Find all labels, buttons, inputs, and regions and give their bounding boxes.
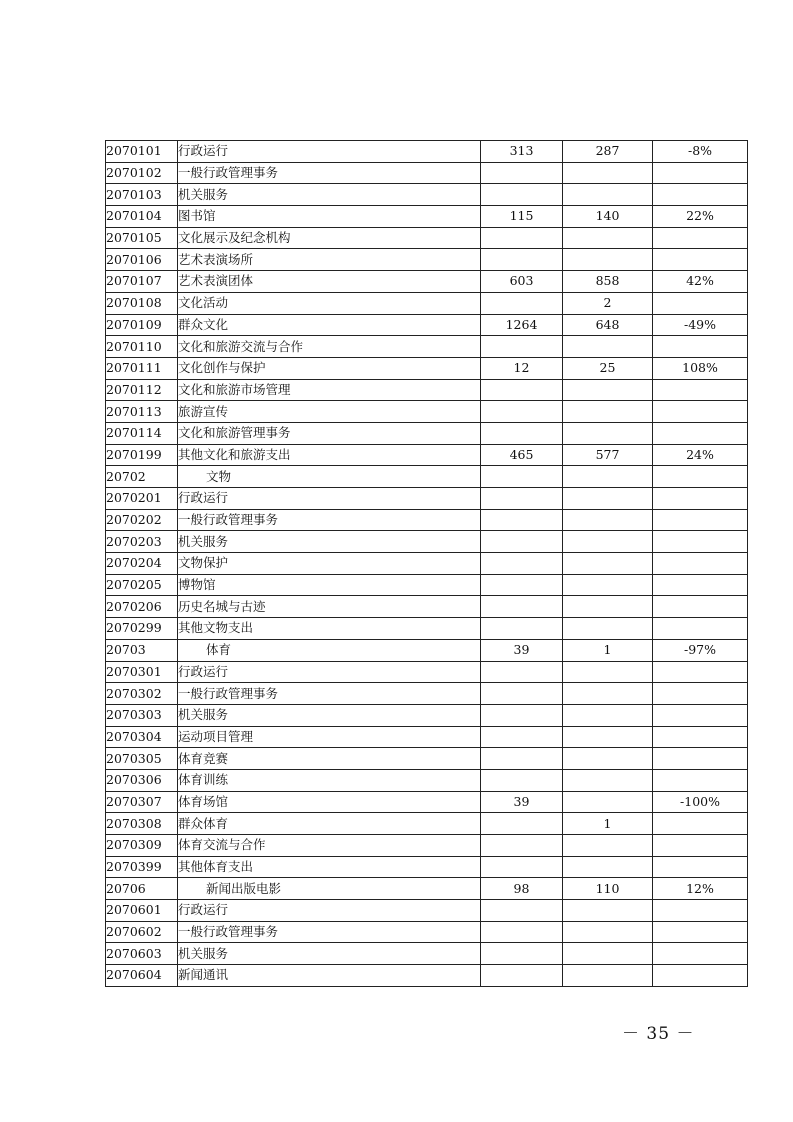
amount-cell-1	[481, 488, 563, 510]
amount-cell-2: 140	[563, 206, 653, 228]
subject-name-cell: 机关服务	[178, 184, 481, 206]
subject-code-cell: 2070305	[106, 748, 178, 770]
amount-cell-2	[563, 748, 653, 770]
amount-cell-2: 25	[563, 357, 653, 379]
change-rate-cell	[653, 249, 748, 271]
subject-name-cell: 行政运行	[178, 900, 481, 922]
table-row	[106, 900, 748, 922]
amount-cell-2	[563, 531, 653, 553]
page-number: － 35 －	[622, 1024, 695, 1044]
subject-code-cell: 2070111	[106, 357, 178, 379]
subject-code-cell: 2070604	[106, 965, 178, 987]
subject-name-cell: 其他文化和旅游支出	[178, 444, 481, 466]
change-rate-cell	[653, 965, 748, 987]
subject-name-cell: 体育场馆	[178, 791, 481, 813]
table-row	[106, 704, 748, 726]
change-rate-cell	[653, 704, 748, 726]
change-rate-cell: 22%	[653, 206, 748, 228]
amount-cell-2	[563, 422, 653, 444]
subject-name-cell: 行政运行	[178, 141, 481, 163]
amount-cell-2	[563, 379, 653, 401]
amount-cell-2	[563, 965, 653, 987]
change-rate-cell: 24%	[653, 444, 748, 466]
subject-name-cell: 体育交流与合作	[178, 835, 481, 857]
subject-code-cell: 2070110	[106, 336, 178, 358]
amount-cell-1: 39	[481, 639, 563, 661]
subject-name-cell: 其他体育支出	[178, 856, 481, 878]
amount-cell-2	[563, 401, 653, 423]
table-row	[106, 314, 748, 336]
amount-cell-2: 1	[563, 813, 653, 835]
subject-code-cell: 2070308	[106, 813, 178, 835]
subject-name-cell: 行政运行	[178, 488, 481, 510]
amount-cell-1	[481, 531, 563, 553]
change-rate-cell: -49%	[653, 314, 748, 336]
subject-code-cell: 2070602	[106, 921, 178, 943]
amount-cell-2	[563, 249, 653, 271]
change-rate-cell	[653, 531, 748, 553]
change-rate-cell	[653, 835, 748, 857]
subject-code-cell: 2070303	[106, 704, 178, 726]
amount-cell-1	[481, 943, 563, 965]
subject-name-cell: 文化和旅游管理事务	[178, 422, 481, 444]
subject-code-cell: 2070206	[106, 596, 178, 618]
subject-name-cell: 一般行政管理事务	[178, 162, 481, 184]
table-row	[106, 466, 748, 488]
subject-name-cell: 文化和旅游市场管理	[178, 379, 481, 401]
change-rate-cell	[653, 943, 748, 965]
change-rate-cell	[653, 553, 748, 575]
change-rate-cell: 42%	[653, 271, 748, 293]
subject-name-cell: 图书馆	[178, 206, 481, 228]
subject-code-cell: 20702	[106, 466, 178, 488]
subject-code-cell: 2070101	[106, 141, 178, 163]
table-row	[106, 357, 748, 379]
change-rate-cell	[653, 574, 748, 596]
change-rate-cell	[653, 227, 748, 249]
table-row	[106, 618, 748, 640]
amount-cell-1	[481, 856, 563, 878]
amount-cell-2	[563, 769, 653, 791]
subject-code-cell: 2070106	[106, 249, 178, 271]
table-row	[106, 574, 748, 596]
subject-name-cell: 新闻出版电影	[178, 878, 481, 900]
amount-cell-1: 313	[481, 141, 563, 163]
table-row	[106, 292, 748, 314]
change-rate-cell	[653, 336, 748, 358]
amount-cell-2	[563, 553, 653, 575]
amount-cell-1	[481, 769, 563, 791]
change-rate-cell	[653, 466, 748, 488]
subject-name-cell: 其他文物支出	[178, 618, 481, 640]
amount-cell-1	[481, 401, 563, 423]
amount-cell-2	[563, 488, 653, 510]
table-row	[106, 336, 748, 358]
amount-cell-1	[481, 227, 563, 249]
amount-cell-2	[563, 683, 653, 705]
change-rate-cell	[653, 618, 748, 640]
table-row	[106, 379, 748, 401]
amount-cell-1	[481, 965, 563, 987]
amount-cell-1	[481, 813, 563, 835]
amount-cell-1	[481, 596, 563, 618]
change-rate-cell	[653, 401, 748, 423]
subject-name-cell: 文化和旅游交流与合作	[178, 336, 481, 358]
change-rate-cell: -100%	[653, 791, 748, 813]
amount-cell-2	[563, 336, 653, 358]
subject-code-cell: 2070114	[106, 422, 178, 444]
table-row	[106, 553, 748, 575]
amount-cell-2: 858	[563, 271, 653, 293]
subject-name-cell: 艺术表演场所	[178, 249, 481, 271]
table-row	[106, 921, 748, 943]
change-rate-cell	[653, 900, 748, 922]
budget-table	[105, 140, 748, 987]
table-row	[106, 878, 748, 900]
amount-cell-1	[481, 184, 563, 206]
subject-name-cell: 一般行政管理事务	[178, 921, 481, 943]
amount-cell-2	[563, 900, 653, 922]
table-row	[106, 813, 748, 835]
subject-name-cell: 一般行政管理事务	[178, 509, 481, 531]
change-rate-cell	[653, 856, 748, 878]
table-row	[106, 422, 748, 444]
amount-cell-2	[563, 466, 653, 488]
subject-code-cell: 2070601	[106, 900, 178, 922]
subject-name-cell: 旅游宣传	[178, 401, 481, 423]
table-row	[106, 141, 748, 163]
subject-code-cell: 2070603	[106, 943, 178, 965]
amount-cell-1: 98	[481, 878, 563, 900]
subject-name-cell: 文物	[178, 466, 481, 488]
amount-cell-2	[563, 943, 653, 965]
amount-cell-2	[563, 856, 653, 878]
subject-name-cell: 文化展示及纪念机构	[178, 227, 481, 249]
subject-code-cell: 2070307	[106, 791, 178, 813]
amount-cell-1: 1264	[481, 314, 563, 336]
amount-cell-1	[481, 422, 563, 444]
table-row	[106, 249, 748, 271]
change-rate-cell: 12%	[653, 878, 748, 900]
subject-code-cell: 2070202	[106, 509, 178, 531]
table-row	[106, 661, 748, 683]
table-row	[106, 726, 748, 748]
subject-code-cell: 2070199	[106, 444, 178, 466]
subject-code-cell: 2070108	[106, 292, 178, 314]
table-row	[106, 856, 748, 878]
subject-name-cell: 历史名城与古迹	[178, 596, 481, 618]
amount-cell-2: 648	[563, 314, 653, 336]
subject-code-cell: 2070304	[106, 726, 178, 748]
subject-code-cell: 2070104	[106, 206, 178, 228]
table-row	[106, 596, 748, 618]
subject-code-cell: 2070205	[106, 574, 178, 596]
subject-code-cell: 2070113	[106, 401, 178, 423]
amount-cell-1	[481, 466, 563, 488]
amount-cell-2	[563, 596, 653, 618]
amount-cell-2	[563, 791, 653, 813]
amount-cell-1	[481, 292, 563, 314]
amount-cell-1	[481, 618, 563, 640]
subject-name-cell: 机关服务	[178, 531, 481, 553]
subject-name-cell: 一般行政管理事务	[178, 683, 481, 705]
amount-cell-2	[563, 227, 653, 249]
change-rate-cell	[653, 596, 748, 618]
table-row	[106, 206, 748, 228]
amount-cell-2	[563, 726, 653, 748]
table-row	[106, 162, 748, 184]
amount-cell-1	[481, 162, 563, 184]
amount-cell-1	[481, 336, 563, 358]
table-row	[106, 769, 748, 791]
change-rate-cell	[653, 509, 748, 531]
subject-code-cell: 2070309	[106, 835, 178, 857]
amount-cell-2: 1	[563, 639, 653, 661]
amount-cell-1	[481, 553, 563, 575]
change-rate-cell: -8%	[653, 141, 748, 163]
amount-cell-1	[481, 704, 563, 726]
amount-cell-2	[563, 704, 653, 726]
amount-cell-2	[563, 184, 653, 206]
subject-code-cell: 2070301	[106, 661, 178, 683]
subject-name-cell: 文化创作与保护	[178, 357, 481, 379]
subject-code-cell: 2070201	[106, 488, 178, 510]
change-rate-cell	[653, 422, 748, 444]
table-row	[106, 639, 748, 661]
amount-cell-1: 39	[481, 791, 563, 813]
subject-code-cell: 2070302	[106, 683, 178, 705]
subject-code-cell: 2070112	[106, 379, 178, 401]
amount-cell-2	[563, 509, 653, 531]
amount-cell-2: 577	[563, 444, 653, 466]
amount-cell-2	[563, 574, 653, 596]
subject-name-cell: 体育训练	[178, 769, 481, 791]
table-row	[106, 683, 748, 705]
subject-name-cell: 机关服务	[178, 704, 481, 726]
change-rate-cell	[653, 769, 748, 791]
change-rate-cell	[653, 921, 748, 943]
amount-cell-2	[563, 835, 653, 857]
subject-code-cell: 2070105	[106, 227, 178, 249]
change-rate-cell	[653, 488, 748, 510]
change-rate-cell	[653, 813, 748, 835]
subject-name-cell: 文化活动	[178, 292, 481, 314]
amount-cell-1	[481, 748, 563, 770]
subject-code-cell: 2070306	[106, 769, 178, 791]
amount-cell-1	[481, 683, 563, 705]
change-rate-cell: -97%	[653, 639, 748, 661]
change-rate-cell	[653, 661, 748, 683]
change-rate-cell	[653, 184, 748, 206]
amount-cell-1	[481, 379, 563, 401]
subject-name-cell: 新闻通讯	[178, 965, 481, 987]
subject-code-cell: 20706	[106, 878, 178, 900]
subject-name-cell: 群众文化	[178, 314, 481, 336]
subject-name-cell: 博物馆	[178, 574, 481, 596]
subject-name-cell: 群众体育	[178, 813, 481, 835]
amount-cell-1: 115	[481, 206, 563, 228]
change-rate-cell	[653, 748, 748, 770]
subject-code-cell: 2070103	[106, 184, 178, 206]
table-row	[106, 509, 748, 531]
amount-cell-1	[481, 726, 563, 748]
change-rate-cell: 108%	[653, 357, 748, 379]
table-row	[106, 184, 748, 206]
amount-cell-1: 465	[481, 444, 563, 466]
subject-name-cell: 文物保护	[178, 553, 481, 575]
table-row	[106, 444, 748, 466]
table-row	[106, 227, 748, 249]
amount-cell-2	[563, 162, 653, 184]
amount-cell-2: 2	[563, 292, 653, 314]
subject-name-cell: 体育	[178, 639, 481, 661]
table-row	[106, 531, 748, 553]
subject-name-cell: 运动项目管理	[178, 726, 481, 748]
subject-code-cell: 2070399	[106, 856, 178, 878]
amount-cell-1	[481, 574, 563, 596]
subject-code-cell: 2070109	[106, 314, 178, 336]
subject-code-cell: 2070102	[106, 162, 178, 184]
amount-cell-2	[563, 661, 653, 683]
amount-cell-1	[481, 509, 563, 531]
table-row	[106, 488, 748, 510]
amount-cell-1: 12	[481, 357, 563, 379]
amount-cell-2	[563, 618, 653, 640]
table-row	[106, 748, 748, 770]
table-row	[106, 965, 748, 987]
amount-cell-1: 603	[481, 271, 563, 293]
subject-name-cell: 体育竞赛	[178, 748, 481, 770]
amount-cell-1	[481, 921, 563, 943]
subject-code-cell: 2070204	[106, 553, 178, 575]
subject-name-cell: 机关服务	[178, 943, 481, 965]
change-rate-cell	[653, 162, 748, 184]
change-rate-cell	[653, 379, 748, 401]
change-rate-cell	[653, 683, 748, 705]
amount-cell-1	[481, 249, 563, 271]
subject-name-cell: 行政运行	[178, 661, 481, 683]
change-rate-cell	[653, 726, 748, 748]
table-row	[106, 791, 748, 813]
subject-code-cell: 2070299	[106, 618, 178, 640]
amount-cell-2: 110	[563, 878, 653, 900]
table-row	[106, 401, 748, 423]
subject-code-cell: 2070203	[106, 531, 178, 553]
amount-cell-1	[481, 835, 563, 857]
table-body	[106, 141, 748, 987]
change-rate-cell	[653, 292, 748, 314]
table-row	[106, 271, 748, 293]
amount-cell-1	[481, 661, 563, 683]
table-row	[106, 943, 748, 965]
subject-code-cell: 20703	[106, 639, 178, 661]
amount-cell-2: 287	[563, 141, 653, 163]
amount-cell-2	[563, 921, 653, 943]
subject-name-cell: 艺术表演团体	[178, 271, 481, 293]
table-row	[106, 835, 748, 857]
amount-cell-1	[481, 900, 563, 922]
subject-code-cell: 2070107	[106, 271, 178, 293]
